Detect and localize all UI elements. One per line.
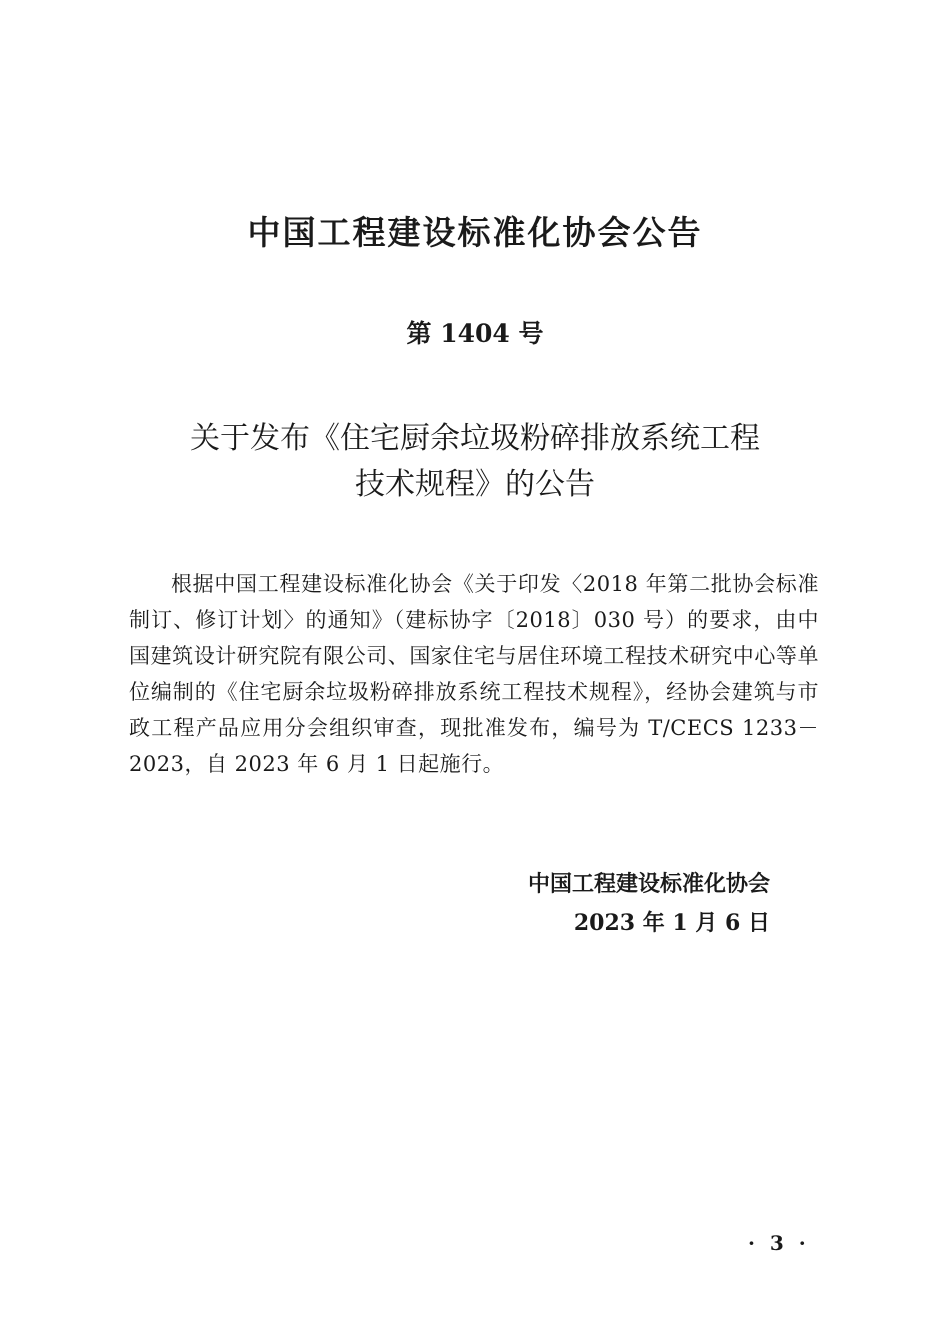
announcement-header: 中国工程建设标准化协会公告: [247, 213, 703, 252]
page-number: · 3 ·: [748, 1231, 810, 1255]
notice-number: 第 1404 号: [406, 319, 544, 348]
subject-line-1: 关于发布《住宅厨余垃圾粉碎排放系统工程: [190, 421, 760, 456]
announcement-subject: [0, 416, 950, 508]
signature-date: 2023 年 1 月 6 日: [573, 910, 770, 936]
signature-block: [528, 866, 770, 942]
announcement-body: 根据中国工程建设标准化协会《关于印发〈2018 年第二批协会标准制订、修订计划〉的通知》（建标协字〔2018〕030 号）的要求，由中国建筑设计研究院有限公司、国家住宅与居住环境工程技术研究中心等单位编制的《住宅厨余垃圾粉碎排放系统工程技术规程》，经协会建筑与市政工程产品应用分会组织审查，现批准发布，编号为 T/CECS 1233－2023，自 2023 年 6 月 1 日起施行。: [129, 572, 819, 776]
subject-line-2: 技术规程》的公告: [355, 467, 595, 502]
signature-organization: 中国工程建设标准化协会: [527, 872, 770, 897]
